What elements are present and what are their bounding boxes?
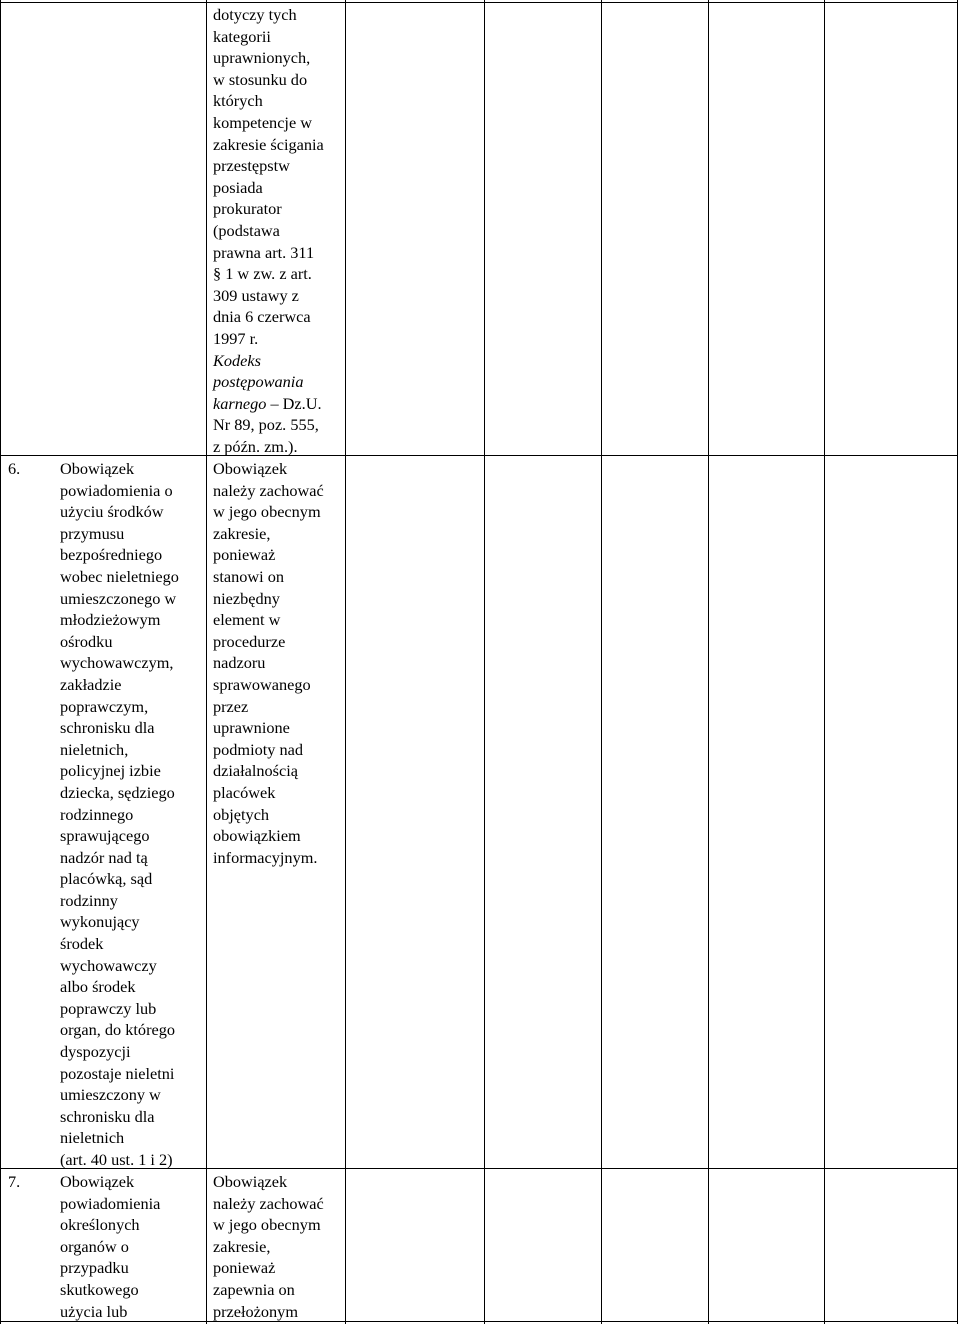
- text-line: poprawczy lub: [60, 998, 157, 1018]
- text-line: Nr 89, poz. 555,: [213, 415, 319, 435]
- text-line: sprawującego: [60, 826, 150, 846]
- text-line: młodzieżowym: [60, 610, 161, 630]
- text-line: (podstawa: [213, 220, 280, 240]
- text-line: użyciu środków: [60, 502, 164, 522]
- text-line: albo środek: [60, 977, 136, 997]
- text-line: powiadomienia o: [60, 480, 173, 500]
- text-line: prawna art. 311: [213, 242, 315, 262]
- text-line: zakresie ścigania: [213, 134, 324, 154]
- row-number: 7.: [8, 1172, 21, 1191]
- column-border: [601, 0, 602, 1324]
- text-line: bezpośredniego: [60, 545, 163, 565]
- column-border: [484, 0, 485, 1324]
- text-line: schronisku dla: [60, 1106, 155, 1126]
- text-line: rodzinnego: [60, 804, 134, 824]
- column-border: [345, 0, 346, 1324]
- text-line: przymusu: [60, 523, 125, 543]
- text-line: działalnością: [213, 761, 298, 781]
- text-line: dnia 6 czerwca: [213, 307, 311, 327]
- text-line: informacyjnym.: [213, 847, 318, 867]
- text-line: objętych: [213, 804, 270, 824]
- text-line: użycia lub: [60, 1301, 128, 1321]
- column-border: [206, 0, 207, 1324]
- text-line: ponieważ: [213, 545, 276, 565]
- text-line: w jego obecnym: [213, 1215, 321, 1235]
- text-line: nieletnich,: [60, 739, 129, 759]
- text-line: § 1 w zw. z art.: [213, 264, 312, 284]
- text-line: dyspozycji: [60, 1042, 131, 1062]
- text-line: zakresie,: [213, 523, 271, 543]
- column-border: [957, 0, 958, 1324]
- text-line: dotyczy tych: [213, 5, 297, 24]
- obligation-text: [60, 1171, 204, 1322]
- text-fragment-italic: karnego: [213, 393, 267, 413]
- text-line: z późn. zm.).: [213, 436, 298, 456]
- text-line: schronisku dla: [60, 718, 155, 738]
- text-line: (art. 40 ust. 1 i 2): [60, 1150, 173, 1169]
- text-line: nadzór nad tą: [60, 847, 148, 867]
- text-line: poprawczym,: [60, 696, 149, 716]
- text-line: zakresie,: [213, 1236, 271, 1256]
- text-line: pozostaje nieletni: [60, 1063, 175, 1083]
- text-line: określonych: [60, 1215, 140, 1235]
- text-line: stanowi on: [213, 566, 284, 586]
- text-line: skutkowego: [60, 1279, 139, 1299]
- text-line: zapewnia on: [213, 1279, 295, 1299]
- text-line: sprawowanego: [213, 674, 311, 694]
- text-line: obowiązkiem: [213, 826, 301, 846]
- obligation-text: [60, 458, 204, 1171]
- text-line: dziecka, sędziego: [60, 782, 175, 802]
- column-border: [824, 0, 825, 1324]
- text-line: przestępstw: [213, 156, 290, 176]
- text-line: zakładzie: [60, 674, 122, 694]
- text-line: kategorii: [213, 26, 271, 46]
- text-line: element w: [213, 610, 281, 630]
- text-line: wobec nieletniego: [60, 566, 179, 586]
- text-line: rodzinny: [60, 890, 118, 910]
- justification-continuation: [213, 4, 343, 457]
- row-number: 6.: [8, 459, 21, 478]
- text-line: należy zachować: [213, 1193, 324, 1213]
- text-line: organów o: [60, 1236, 129, 1256]
- text-line: powiadomienia: [60, 1193, 161, 1213]
- text-line: wychowawczy: [60, 955, 157, 975]
- text-line: [213, 393, 343, 415]
- text-line: 309 ustawy z: [213, 285, 299, 305]
- text-fragment: – Dz.U.: [270, 393, 322, 413]
- text-line: umieszczonego w: [60, 588, 177, 608]
- text-line: podmioty nad: [213, 739, 303, 759]
- text-line: Obowiązek: [60, 1172, 135, 1191]
- text-line: posiada: [213, 177, 263, 197]
- row-border: [0, 455, 958, 456]
- text-line: wykonujący: [60, 912, 140, 932]
- text-line: których: [213, 91, 263, 111]
- text-line: ponieważ: [213, 1258, 276, 1278]
- text-line: uprawnionych,: [213, 48, 311, 68]
- text-line: Obowiązek: [213, 459, 288, 478]
- text-line: procedurze: [213, 631, 286, 651]
- text-line-italic: Kodeks: [213, 350, 261, 370]
- text-line: niezbędny: [213, 588, 280, 608]
- justification-text: [213, 458, 343, 868]
- column-border: [0, 0, 1, 1324]
- text-line: nadzoru: [213, 653, 266, 673]
- text-line: prokurator: [213, 199, 282, 219]
- text-line: placówek: [213, 782, 276, 802]
- text-line: kompetencje w: [213, 112, 313, 132]
- justification-text: [213, 1171, 343, 1322]
- text-line: placówką, sąd: [60, 869, 153, 889]
- text-line: nieletnich: [60, 1128, 125, 1148]
- text-line-italic: postępowania: [213, 372, 304, 392]
- text-line: 1997 r.: [213, 328, 259, 348]
- text-line: organ, do którego: [60, 1020, 176, 1040]
- text-line: policyjnej izbie: [60, 761, 161, 781]
- text-line: Obowiązek: [60, 459, 135, 478]
- text-line: ośrodku: [60, 631, 113, 651]
- text-line: w jego obecnym: [213, 502, 321, 522]
- row-border: [0, 2, 958, 3]
- text-line: należy zachować: [213, 480, 324, 500]
- text-line: wychowawczym,: [60, 653, 174, 673]
- text-line: środek: [60, 934, 104, 954]
- column-border: [708, 0, 709, 1324]
- text-line: uprawnione: [213, 718, 290, 738]
- text-line: w stosunku do: [213, 69, 308, 89]
- text-line: przez: [213, 696, 249, 716]
- text-line: umieszczony w: [60, 1085, 161, 1105]
- text-line: Obowiązek: [213, 1172, 288, 1191]
- text-line: przypadku: [60, 1258, 129, 1278]
- text-line: przełożonym: [213, 1301, 298, 1321]
